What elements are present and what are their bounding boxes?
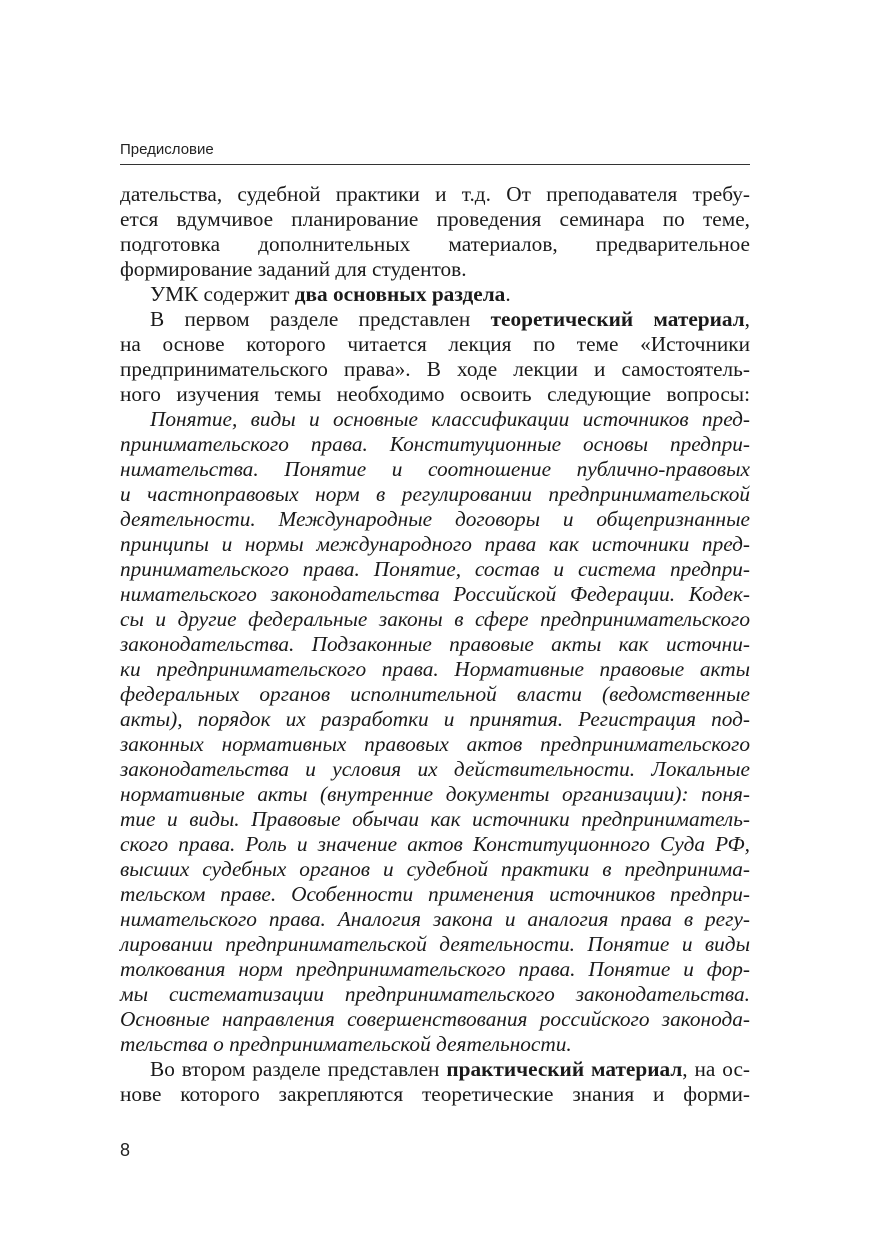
text-line: высших судебных органов и судебной практики в предпринима- (120, 857, 750, 881)
text-run: В первом разделе представлен (150, 307, 491, 331)
text-line: предпринимательского права». В ходе лекции и самостоятель- (120, 357, 750, 381)
text-line: на основе которого читается лекция по теме «Источники (120, 332, 750, 356)
body-text (120, 182, 750, 1107)
header-rule (120, 164, 750, 165)
text-line: нимательства. Понятие и соотношение публично-правовых (120, 457, 750, 481)
text-line: Понятие, виды и основные классификации источников пред- (150, 407, 750, 431)
text-run: Во втором разделе представлен (150, 1057, 447, 1081)
text-line: принимательского права. Понятие, состав и система предпри- (120, 557, 750, 581)
text-line (120, 1057, 750, 1082)
text-line (120, 282, 750, 307)
italic-topics-block (120, 407, 750, 1057)
bold-run: практический материал (446, 1057, 683, 1081)
text-line: законодательства и условия их действительности. Локальные (120, 757, 750, 781)
paragraph-1 (120, 182, 750, 282)
text-line: ки предпринимательского права. Нормативные правовые акты (120, 657, 750, 681)
paragraph-4 (120, 1057, 750, 1107)
running-head: Предисловие (120, 141, 214, 158)
text-line: федеральных органов исполнительной власти (ведомственные (120, 682, 750, 706)
text-line: и частноправовых норм в регулировании предпринимательской (120, 482, 750, 506)
text-run: УМК содержит (150, 282, 295, 306)
text-line: принимательского права. Конституционные основы предпри- (120, 432, 750, 456)
text-line: лировании предпринимательской деятельности. Понятие и виды (120, 932, 750, 956)
text-line: тельства о предпринимательской деятельности. (120, 1032, 572, 1056)
text-line: подготовка дополнительных материалов, предварительное (120, 232, 750, 256)
text-run: . (505, 282, 511, 306)
text-line: нимательского законодательства Российской Федерации. Кодек- (120, 582, 750, 606)
text-line: толкования норм предпринимательского права. Понятие и фор- (120, 957, 750, 981)
text-line: законодательства. Подзаконные правовые акты как источни- (120, 632, 750, 656)
text-line: ского права. Роль и значение актов Конституционного Суда РФ, (120, 832, 750, 856)
text-line: сы и другие федеральные законы в сфере предпринимательского (120, 607, 750, 631)
text-line: нормативные акты (внутренние документы организации): поня- (120, 782, 750, 806)
paragraph-2 (120, 282, 750, 307)
text-line: Основные направления совершенствования российского законода- (120, 1007, 750, 1031)
bold-run: два основных раздела (294, 282, 506, 306)
text-line: нове которого закрепляются теоретические знания и форми- (120, 1082, 750, 1106)
text-line: акты), порядок их разработки и принятия. Регистрация под- (120, 707, 750, 731)
text-line: ется вдумчивое планирование проведения семинара по теме, (120, 207, 750, 231)
text-run: , на ос- (682, 1057, 750, 1081)
bold-run: теоретический материал (490, 307, 745, 331)
page-number: 8 (120, 1140, 131, 1160)
text-line: ного изучения темы необходимо освоить следующие вопросы: (120, 382, 750, 406)
text-line: принципы и нормы международного права как источники пред- (120, 532, 750, 556)
text-line: формирование заданий для студентов. (120, 257, 467, 281)
text-line: тие и виды. Правовые обычаи как источники предприниматель- (120, 807, 750, 831)
text-line: деятельности. Международные договоры и общепризнанные (120, 507, 750, 531)
text-line: мы систематизации предпринимательского законодательства. (120, 982, 750, 1006)
text-line (120, 307, 750, 332)
text-line: законных нормативных правовых актов предпринимательского (120, 732, 750, 756)
paragraph-3 (120, 307, 750, 407)
text-line: нимательского права. Аналогия закона и аналогия права в регу- (120, 907, 750, 931)
text-line: тельском праве. Особенности применения источников предпри- (120, 882, 750, 906)
text-run: , (744, 307, 750, 331)
text-line: дательства, судебной практики и т.д. От преподавателя требу- (120, 182, 750, 206)
